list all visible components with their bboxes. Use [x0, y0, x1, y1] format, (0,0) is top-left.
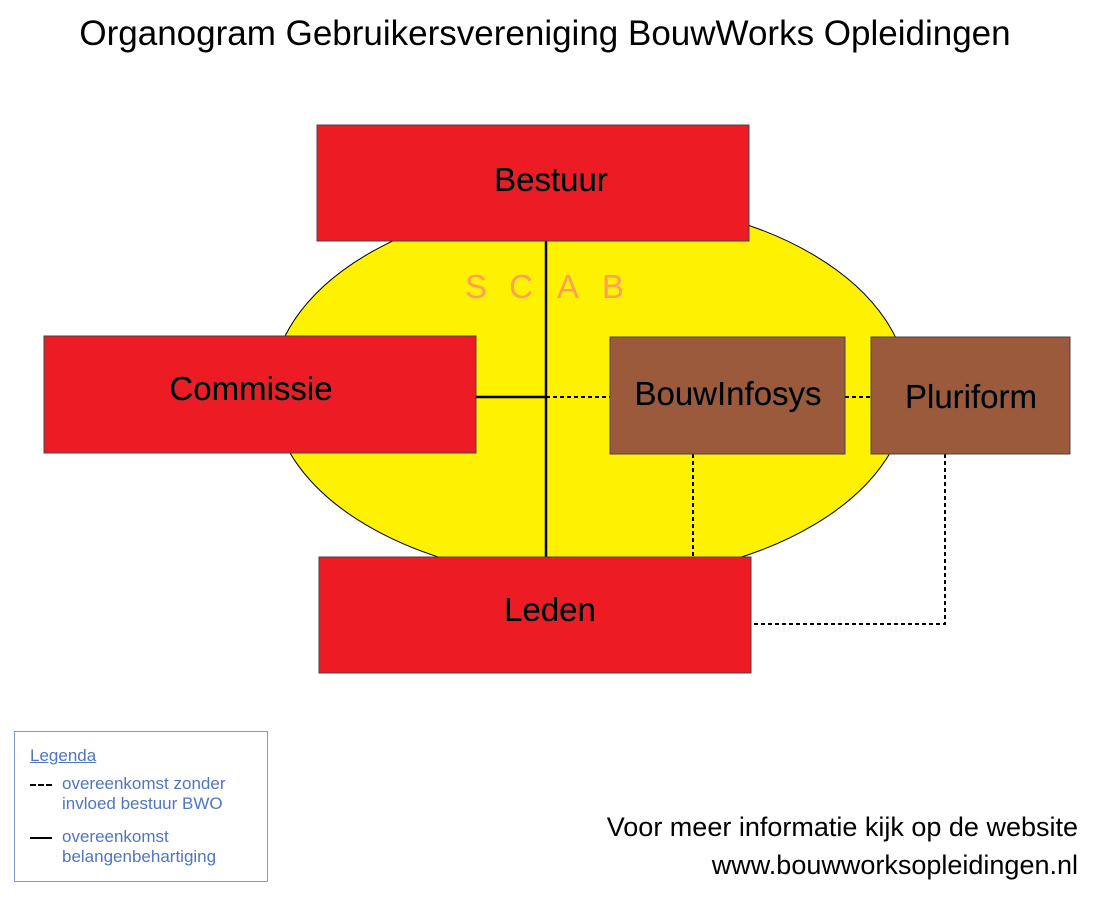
legend-solid-text	[62, 827, 272, 867]
legend-solid-line1: overeenkomst	[62, 827, 169, 846]
node-pluriform-label: Pluriform	[904, 378, 1038, 415]
legend-solid-line-sample	[30, 837, 52, 839]
footer-info	[607, 808, 1078, 884]
legend-box	[14, 731, 268, 882]
website-link[interactable]: www.bouwworksopleidingen.nl	[711, 850, 1078, 880]
legend-solid-line2: belangenbehartiging	[62, 847, 217, 866]
node-bestuur[interactable]	[317, 125, 749, 241]
node-leden[interactable]	[319, 557, 751, 673]
footer-text: Voor meer informatie kijk op de website	[606, 812, 1078, 842]
scab-letter-s: S	[464, 268, 488, 305]
node-pluriform[interactable]	[871, 337, 1070, 454]
legend-dashed-line2: invloed bestuur BWO	[62, 794, 223, 813]
legend-dashed-line1: overeenkomst zonder	[62, 774, 226, 793]
legend-title: Legenda	[30, 746, 97, 765]
node-commissie-label: Commissie	[169, 370, 333, 407]
legend-dashed-line-sample	[30, 784, 52, 786]
legend-dashed-text	[62, 774, 272, 814]
scab-letter-c: C	[509, 268, 533, 305]
node-leden-label: Leden	[504, 591, 596, 628]
node-bouwinfosys[interactable]	[610, 337, 845, 454]
node-bestuur-label: Bestuur	[494, 161, 608, 198]
scab-letter-a: A	[556, 268, 580, 305]
scab-letter-b: B	[601, 268, 625, 305]
node-bouwinfosys-label: BouwInfosys	[634, 375, 822, 412]
diagram-title: Organogram Gebruikersvereniging BouwWorks Opleidingen	[79, 14, 1011, 53]
node-commissie[interactable]	[44, 336, 476, 453]
